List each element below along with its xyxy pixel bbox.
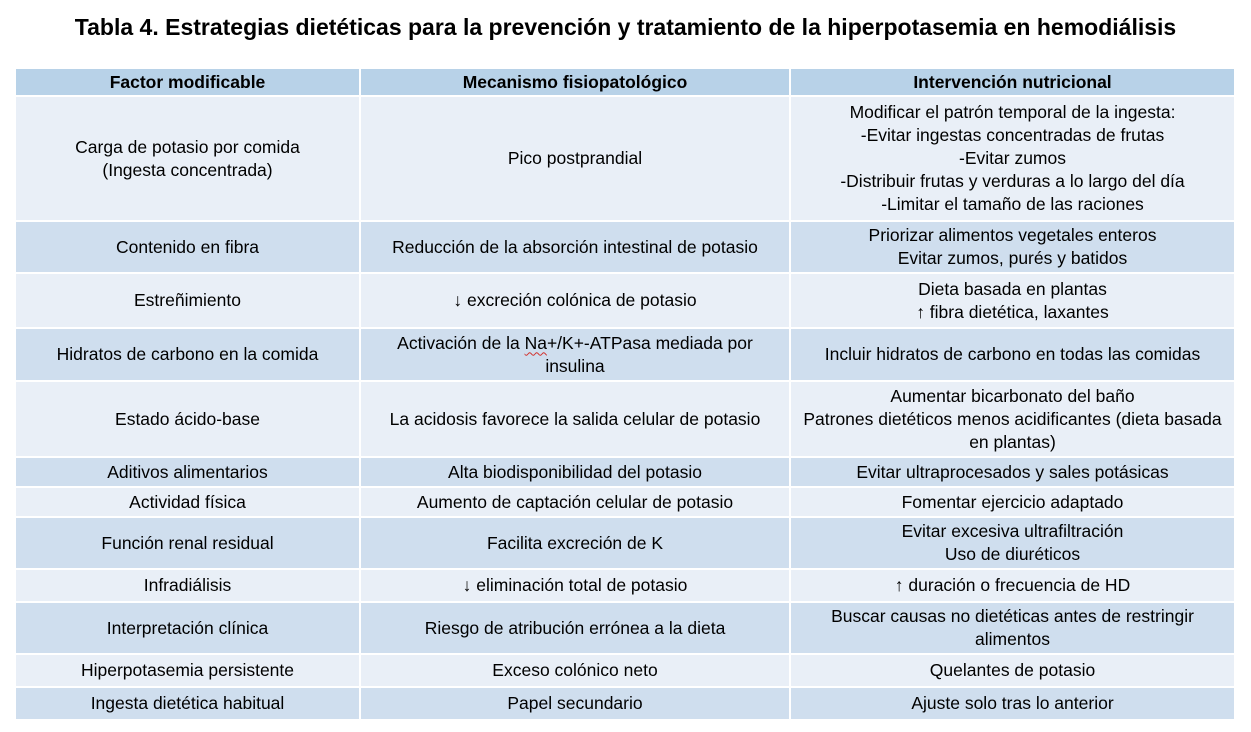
cell-intervencion-line: -Evitar ingestas concentradas de frutas [860, 125, 1165, 145]
cell-factor-line: Ingesta dietética habitual [90, 693, 285, 713]
cell-factor-line: Hidratos de carbono en la comida [56, 344, 319, 364]
cell-factor-line: Interpretación clínica [106, 617, 269, 638]
cell-intervencion-line: Uso de diuréticos [944, 544, 1081, 564]
table-row [16, 458, 1234, 486]
cell-intervencion-line: Ajuste solo tras lo anterior [911, 693, 1114, 713]
cell-factor [16, 570, 359, 601]
cell-mecanismo-line: Papel secundario [507, 693, 643, 713]
cell-mecanismo [361, 570, 789, 601]
cell-factor [16, 458, 359, 486]
cell-intervencion [791, 458, 1234, 486]
cell-mecanismo-line: Reducción de la absorción intestinal de potasio [392, 236, 758, 257]
cell-intervencion [791, 274, 1234, 327]
cell-mecanismo-line: Aumento de captación celular de potasio [416, 491, 734, 512]
header-mecanismo: Mecanismo fisiopatológico [361, 69, 789, 95]
cell-mecanismo-line: ↓ eliminación total de potasio [462, 575, 688, 595]
cell-intervencion [791, 603, 1234, 653]
cell-factor-line: Aditivos alimentarios [107, 461, 268, 482]
cell-mecanismo-line: Riesgo de atribución errónea a la dieta [424, 617, 726, 638]
cell-mecanismo-text: +/K+-ATPasa mediada por insulina [545, 332, 753, 376]
cell-intervencion-line: -Distribuir frutas y verduras a lo largo del día [840, 171, 1185, 191]
cell-mecanismo [361, 274, 789, 327]
cell-mecanismo-line: Exceso colónico neto [492, 660, 658, 680]
cell-factor-line: Hiperpotasemia persistente [80, 660, 295, 680]
cell-factor-line: Estado ácido-base [115, 408, 260, 429]
cell-factor [16, 488, 359, 516]
cell-intervencion [791, 97, 1234, 220]
cell-intervencion-line: -Evitar zumos [959, 148, 1066, 168]
cell-intervencion-line: ↑ duración o frecuencia de HD [894, 575, 1131, 595]
table-row [16, 382, 1234, 456]
table-header-row [16, 69, 1234, 95]
table-row [16, 603, 1234, 653]
cell-factor [16, 97, 359, 220]
cell-mecanismo [361, 458, 789, 486]
cell-factor [16, 222, 359, 272]
cell-mecanismo [361, 382, 789, 456]
cell-intervencion-line: -Limitar el tamaño de las raciones [881, 194, 1144, 214]
cell-mecanismo [361, 488, 789, 516]
cell-factor-line: Función renal residual [101, 532, 274, 553]
table-row [16, 274, 1234, 327]
cell-intervencion [791, 488, 1234, 516]
cell-factor [16, 655, 359, 686]
header-factor: Factor modificable [16, 69, 359, 95]
table-row [16, 222, 1234, 272]
cell-intervencion-line: Fomentar ejercicio adaptado [901, 491, 1124, 512]
cell-intervencion-line: Evitar excesiva ultrafiltración [901, 521, 1124, 541]
cell-mecanismo [361, 518, 789, 568]
cell-intervencion-line: Modificar el patrón temporal de la ingesta: [849, 102, 1176, 122]
cell-intervencion-line: Evitar zumos, purés y batidos [897, 248, 1128, 268]
cell-intervencion-line: Dieta basada en plantas [918, 278, 1107, 299]
table-row [16, 97, 1234, 220]
page-title: Tabla 4. Estrategias dietéticas para la prevención y tratamiento de la hiperpotasemia en hemodiálisis [74, 14, 1177, 40]
cell-factor-line: Estreñimiento [134, 290, 241, 310]
cell-mecanismo-line: ↓ excreción colónica de potasio [453, 290, 697, 310]
cell-factor [16, 329, 359, 380]
cell-factor [16, 688, 359, 719]
cell-mecanismo [361, 329, 789, 380]
spellcheck-flagged-word: Na [524, 332, 547, 353]
table-row [16, 655, 1234, 686]
cell-mecanismo-line: Alta biodisponibilidad del potasio [448, 461, 702, 482]
table-row [16, 488, 1234, 516]
cell-factor [16, 603, 359, 653]
cell-factor-line: (Ingesta concentrada) [102, 159, 273, 180]
cell-mecanismo-line: Pico postprandial [507, 148, 643, 168]
cell-intervencion-line: Evitar ultraprocesados y sales potásicas [856, 461, 1169, 482]
cell-intervencion-line: Quelantes de potasio [929, 660, 1096, 680]
cell-intervencion-line: Incluir hidratos de carbono en todas las comidas [824, 344, 1201, 364]
cell-factor [16, 274, 359, 327]
header-intervencion: Intervención nutricional [791, 69, 1234, 95]
cell-mecanismo-line: Facilita excreción de K [486, 532, 664, 553]
table-body [16, 97, 1234, 719]
cell-intervencion-line: Buscar causas no dietéticas antes de restringir alimentos [831, 606, 1194, 649]
cell-mecanismo [361, 97, 789, 220]
cell-mecanismo [361, 222, 789, 272]
cell-factor-line: Contenido en fibra [115, 236, 260, 257]
strategies-table [14, 67, 1236, 721]
cell-intervencion-line: Patrones dietéticos menos acidificantes (dieta basada en plantas) [803, 408, 1222, 452]
cell-mecanismo [361, 655, 789, 686]
cell-mecanismo [361, 603, 789, 653]
cell-intervencion [791, 382, 1234, 456]
cell-intervencion [791, 570, 1234, 601]
cell-intervencion [791, 655, 1234, 686]
cell-mecanismo [361, 688, 789, 719]
cell-intervencion-line: ↑ fibra dietética, laxantes [916, 301, 1109, 322]
cell-factor [16, 382, 359, 456]
cell-intervencion [791, 518, 1234, 568]
table-row [16, 329, 1234, 380]
table-row [16, 688, 1234, 719]
table-row [16, 570, 1234, 601]
cell-factor-line: Carga de potasio por comida [75, 136, 300, 157]
cell-intervencion-line: Aumentar bicarbonato del baño [890, 385, 1135, 406]
cell-intervencion [791, 222, 1234, 272]
table-row [16, 518, 1234, 568]
cell-factor [16, 518, 359, 568]
cell-mecanismo-text: Activación de la [397, 332, 525, 353]
cell-intervencion [791, 329, 1234, 380]
cell-factor-line: Infradiálisis [143, 575, 232, 595]
cell-intervencion [791, 688, 1234, 719]
cell-factor-line: Actividad física [129, 491, 246, 512]
cell-mecanismo-line: La acidosis favorece la salida celular de potasio [389, 408, 761, 429]
cell-intervencion-line: Priorizar alimentos vegetales enteros [868, 225, 1157, 245]
